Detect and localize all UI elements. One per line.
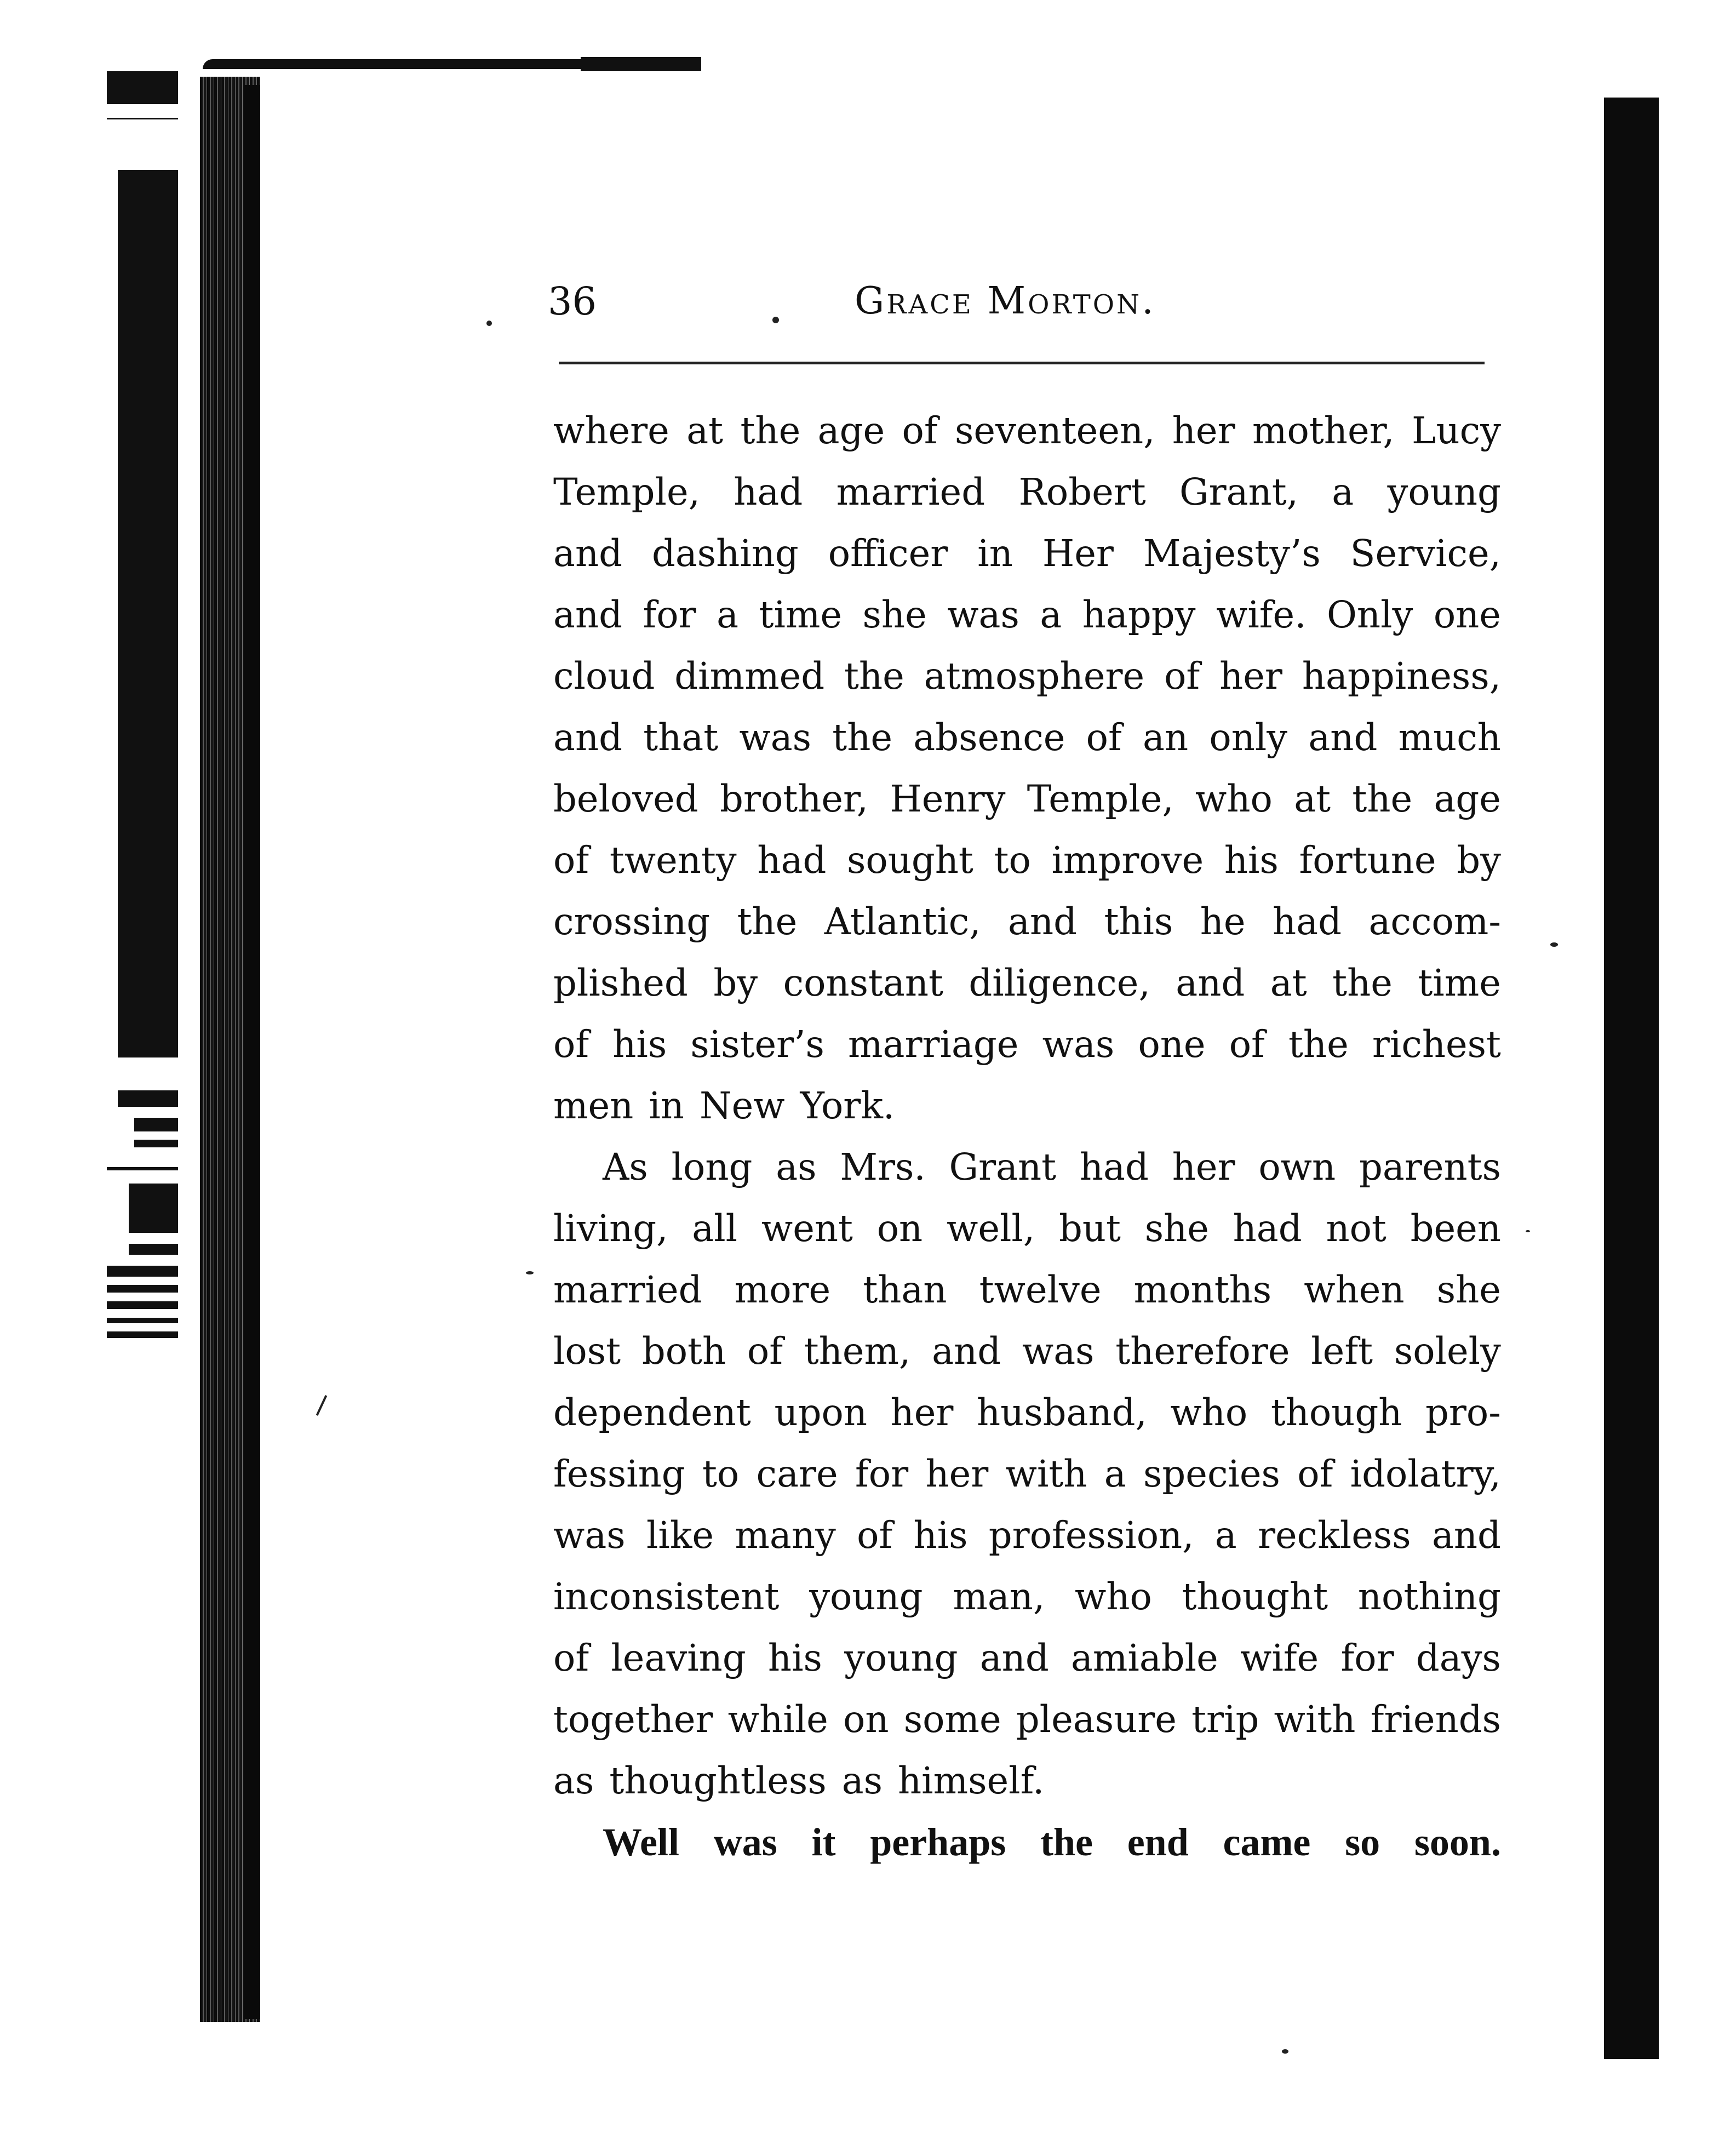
text-line: lost both of them, and was therefore left solely	[553, 1330, 1501, 1373]
right-scan-border	[1604, 98, 1659, 2059]
text-line: As long as Mrs. Grant had her own parents	[603, 1146, 1501, 1188]
text-line: crossing the Atlantic, and this he had accom-	[553, 900, 1501, 943]
text-line: married more than twelve months when she	[553, 1268, 1501, 1311]
top-page-edge-mark	[581, 57, 701, 71]
text-line: together while on some pleasure trip with friends	[553, 1698, 1501, 1741]
running-title: Grace Morton.	[855, 279, 1156, 323]
text-line: as thoughtless as himself.	[553, 1759, 1045, 1802]
page-number: 36	[548, 279, 597, 324]
ink-speck	[486, 321, 492, 326]
text-line: fessing to care for her with a species of idolatry,	[553, 1453, 1501, 1495]
text-line: plished by constant diligence, and at the time	[553, 962, 1501, 1004]
book-spine-shadow	[244, 85, 260, 2019]
ink-speck	[1282, 2049, 1288, 2054]
running-header	[548, 274, 1490, 329]
scan-artifact-marks	[107, 66, 178, 2038]
text-line: and that was the absence of an only and much	[553, 716, 1501, 759]
ink-speck	[1550, 942, 1558, 947]
text-line: was like many of his profession, a reckless and	[553, 1514, 1501, 1557]
text-line: dependent upon her husband, who though pro-	[553, 1391, 1501, 1434]
ink-speck	[526, 1271, 534, 1274]
ink-speck	[772, 317, 779, 323]
text-line: of twenty had sought to improve his fortune by	[553, 839, 1501, 882]
text-line: inconsistent young man, who thought nothing	[553, 1575, 1501, 1618]
ink-speck	[1526, 1230, 1530, 1232]
text-line: and dashing officer in Her Majesty’s Service,	[553, 532, 1501, 575]
text-line: beloved brother, Henry Temple, who at the age	[553, 778, 1501, 820]
text-line: of his sister’s marriage was one of the richest	[553, 1023, 1501, 1066]
text-line: men in New York.	[553, 1084, 895, 1127]
text-line: Well was it perhaps the end came so soon.	[603, 1820, 1501, 1864]
text-line: of leaving his young and amiable wife for days	[553, 1637, 1501, 1679]
text-line: where at the age of seventeen, her mother, Lucy	[553, 409, 1501, 452]
body-text	[553, 400, 1501, 1873]
text-line: cloud dimmed the atmosphere of her happiness,	[553, 655, 1501, 698]
text-line: living, all went on well, but she had not been	[553, 1207, 1501, 1250]
header-rule	[559, 362, 1485, 364]
text-line: Temple, had married Robert Grant, a young	[553, 471, 1501, 513]
text-line: and for a time she was a happy wife. Only one	[553, 593, 1501, 636]
ink-speck	[316, 1395, 328, 1416]
